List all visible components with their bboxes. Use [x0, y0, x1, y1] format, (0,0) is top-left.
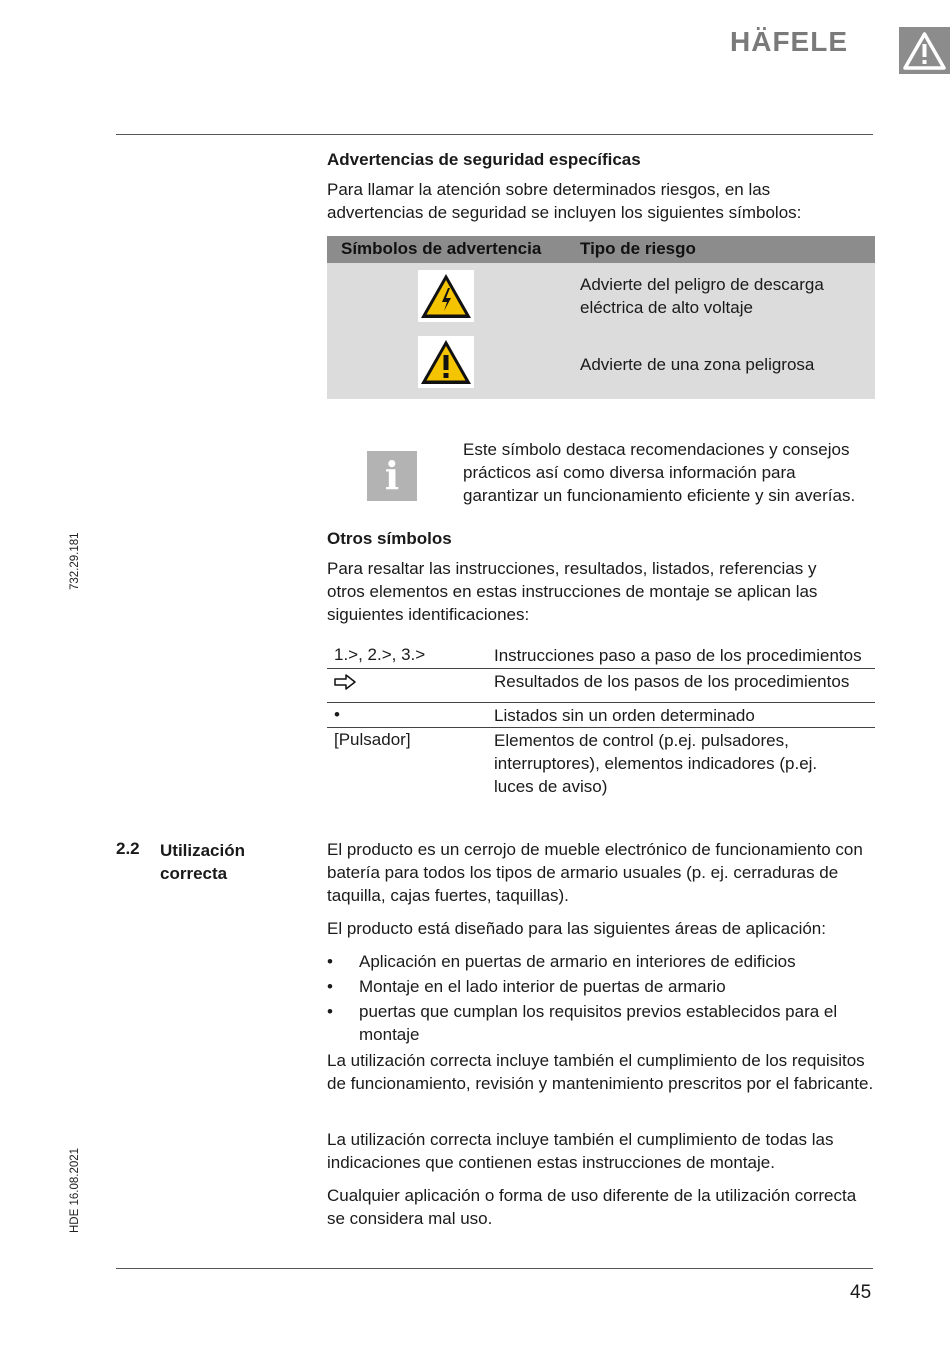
bullet-dot: •	[327, 977, 333, 996]
symbol-cell: •	[334, 705, 340, 724]
use-paragraph-5: Cualquier aplicación o forma de uso diferente de la utilización correcta se considera mal uso.	[327, 1186, 857, 1228]
side-document-number: 732.29.181	[69, 532, 81, 590]
description-cell: Resultados de los pasos de los procedimientos	[494, 672, 850, 691]
info-icon: i	[367, 451, 417, 501]
warning-table-body	[327, 263, 875, 399]
symbol-cell	[334, 673, 356, 696]
list-item-text: Montaje en el lado interior de puertas de armario	[359, 977, 726, 996]
symbol-cell: 1.>, 2.>, 3.>	[334, 645, 426, 664]
warning-row-2-text: Advierte de una zona peligrosa	[580, 355, 815, 374]
use-paragraph-3: La utilización correcta incluye también el cumplimiento de los requisitos de funcionamiento, revisión y mantenimiento prescritos por el fabricante.	[327, 1051, 874, 1093]
bullet-dot: •	[327, 1002, 333, 1021]
page-number: 45	[850, 1282, 872, 1303]
warning-symbols-table	[327, 236, 875, 399]
bottom-rule	[116, 1268, 873, 1269]
other-symbols-table	[327, 643, 875, 798]
warning-triangle-icon	[899, 27, 950, 74]
use-paragraph-4: La utilización correcta incluye también el cumplimiento de todas las indicaciones que contienen estas instrucciones de montaje.	[327, 1130, 834, 1172]
list-item	[327, 950, 875, 973]
header-warning-box	[899, 27, 950, 74]
use-paragraph-1: El producto es un cerrojo de mueble electrónico de funcionamiento con batería para todos los tipos de armario usuales (p. ej. cerraduras de taquilla, cajas fuertes, taquillas).	[327, 840, 863, 905]
symbol-cell: [Pulsador]	[334, 730, 411, 749]
info-text: Este símbolo destaca recomendaciones y consejos prácticos así como diversa información para garantizar un funcionamiento eficiente y sin averías.	[463, 440, 856, 505]
bullet-dot: •	[327, 952, 333, 971]
list-item	[327, 975, 875, 998]
col-header-symbols: Símbolos de advertencia	[341, 239, 542, 258]
general-warning-icon	[418, 336, 474, 388]
table-row	[327, 643, 875, 669]
description-cell: Listados sin un orden determinado	[494, 706, 755, 725]
section-number: 2.2	[116, 839, 140, 858]
table-row	[327, 703, 875, 728]
warning-table-header	[327, 236, 875, 263]
top-rule	[116, 134, 873, 135]
high-voltage-warning-icon	[418, 270, 474, 322]
application-list	[327, 950, 875, 1048]
warning-row-1-text: Advierte del peligro de descarga eléctrica de alto voltaje	[580, 275, 824, 317]
description-cell: Instrucciones paso a paso de los procedimientos	[494, 646, 862, 665]
list-item-text: Aplicación en puertas de armario en interiores de edificios	[359, 952, 796, 971]
safety-heading: Advertencias de seguridad específicas	[327, 150, 641, 169]
safety-intro: Para llamar la atención sobre determinados riesgos, en las advertencias de seguridad se incluyen los siguientes símbolos:	[327, 180, 802, 222]
use-paragraph-2: El producto está diseñado para las siguientes áreas de aplicación:	[327, 919, 826, 938]
table-row	[327, 669, 875, 703]
list-item-text: puertas que cumplan los requisitos previos establecidos para el montaje	[359, 1002, 838, 1044]
side-date: HDE 16.08.2021	[69, 1147, 81, 1233]
section-title: Utilización correcta	[160, 841, 246, 883]
list-item	[327, 1000, 854, 1046]
description-cell: Elementos de control (p.ej. pulsadores, interruptores), elementos indicadores (p.ej. luces de aviso)	[494, 731, 818, 796]
col-header-risk: Tipo de riesgo	[580, 239, 696, 258]
hollow-right-arrow-icon	[334, 674, 356, 690]
other-symbols-heading: Otros símbolos	[327, 529, 452, 548]
brand-logo: HÄFELE	[730, 26, 848, 57]
other-symbols-intro: Para resaltar las instrucciones, resultados, listados, referencias y otros elementos en estas instrucciones de montaje se aplican las siguientes identificaciones:	[327, 559, 818, 624]
table-row	[327, 728, 875, 798]
